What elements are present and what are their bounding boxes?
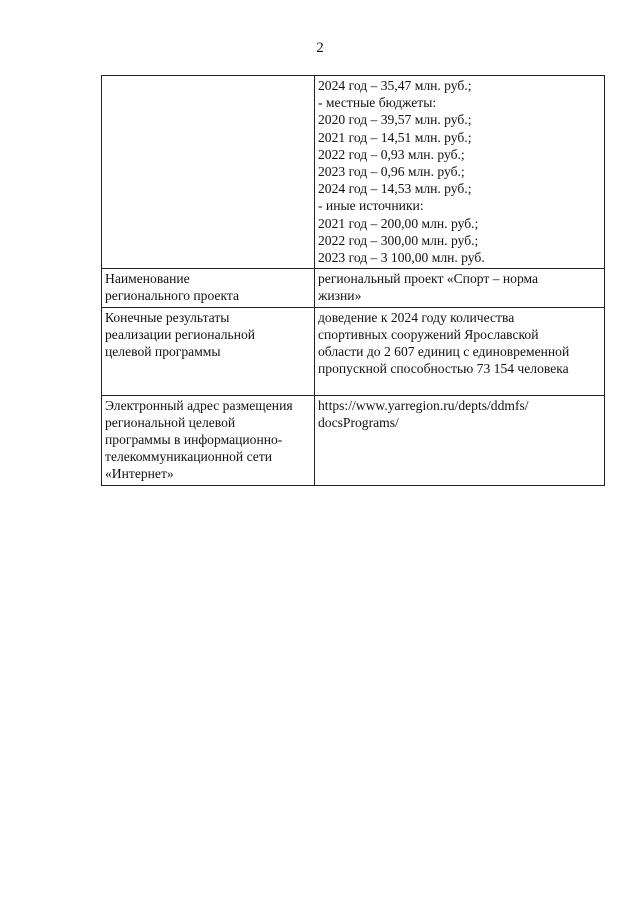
web-address-label-cell [102, 395, 315, 485]
table-row-web-address [102, 395, 605, 485]
web-address-label: «Интернет» [105, 466, 174, 482]
regional-project-value-cell [315, 269, 605, 307]
financing-line: 2020 год – 39,57 млн. руб.; [318, 112, 472, 128]
final-results-value: спортивных сооружений Ярославской [318, 326, 539, 342]
regional-project-value: региональный проект «Спорт – норма [318, 271, 539, 287]
regional-project-label: Наименование [105, 271, 190, 287]
regional-project-label: регионального проекта [105, 288, 240, 304]
final-results-label-cell [102, 307, 315, 395]
web-address-label: телекоммуникационной сети [105, 449, 273, 465]
web-address-value-cell [315, 395, 605, 485]
financing-line: - иные источники: [318, 198, 424, 214]
table-row-final-results [102, 307, 605, 395]
regional-project-value: жизни» [318, 288, 362, 304]
web-address-link[interactable]: https://www.yarregion.ru/depts/ddmfs/ [318, 397, 529, 413]
final-results-value-cell [315, 307, 605, 395]
table-row-financing [102, 76, 605, 269]
final-results-value: доведение к 2024 году количества [318, 309, 515, 325]
final-results-label: реализации региональной [105, 326, 256, 342]
page-number: 2 [316, 40, 324, 56]
table-row-regional-project [102, 269, 605, 307]
financing-line: 2024 год – 14,53 млн. руб.; [318, 181, 472, 197]
financing-line: - местные бюджеты: [318, 95, 437, 111]
financing-value-cell [315, 76, 605, 269]
final-results-label: Конечные результаты [105, 309, 230, 325]
regional-project-label-cell [102, 269, 315, 307]
financing-line: 2022 год – 0,93 млн. руб.; [318, 146, 465, 162]
financing-line: 2023 год – 3 100,00 млн. руб. [318, 250, 485, 266]
program-passport-table [101, 75, 605, 486]
final-results-value: пропускной способностью 73 154 человека [318, 361, 569, 377]
web-address-label: региональной целевой [105, 414, 236, 430]
web-address-label: Электронный адрес размещения [105, 397, 293, 413]
final-results-value: области до 2 607 единиц с единовременной [318, 344, 570, 360]
web-address-label: программы в информационно- [105, 432, 283, 448]
financing-line: 2021 год – 14,51 млн. руб.; [318, 129, 472, 145]
financing-line: 2023 год – 0,96 млн. руб.; [318, 164, 465, 180]
financing-line: 2024 год – 35,47 млн. руб.; [318, 78, 472, 93]
financing-line: 2022 год – 300,00 млн. руб.; [318, 232, 479, 248]
final-results-label: целевой программы [105, 344, 221, 360]
financing-line: 2021 год – 200,00 млн. руб.; [318, 215, 479, 231]
financing-label-cell [102, 76, 315, 269]
web-address-link[interactable]: docsPrograms/ [318, 414, 399, 430]
